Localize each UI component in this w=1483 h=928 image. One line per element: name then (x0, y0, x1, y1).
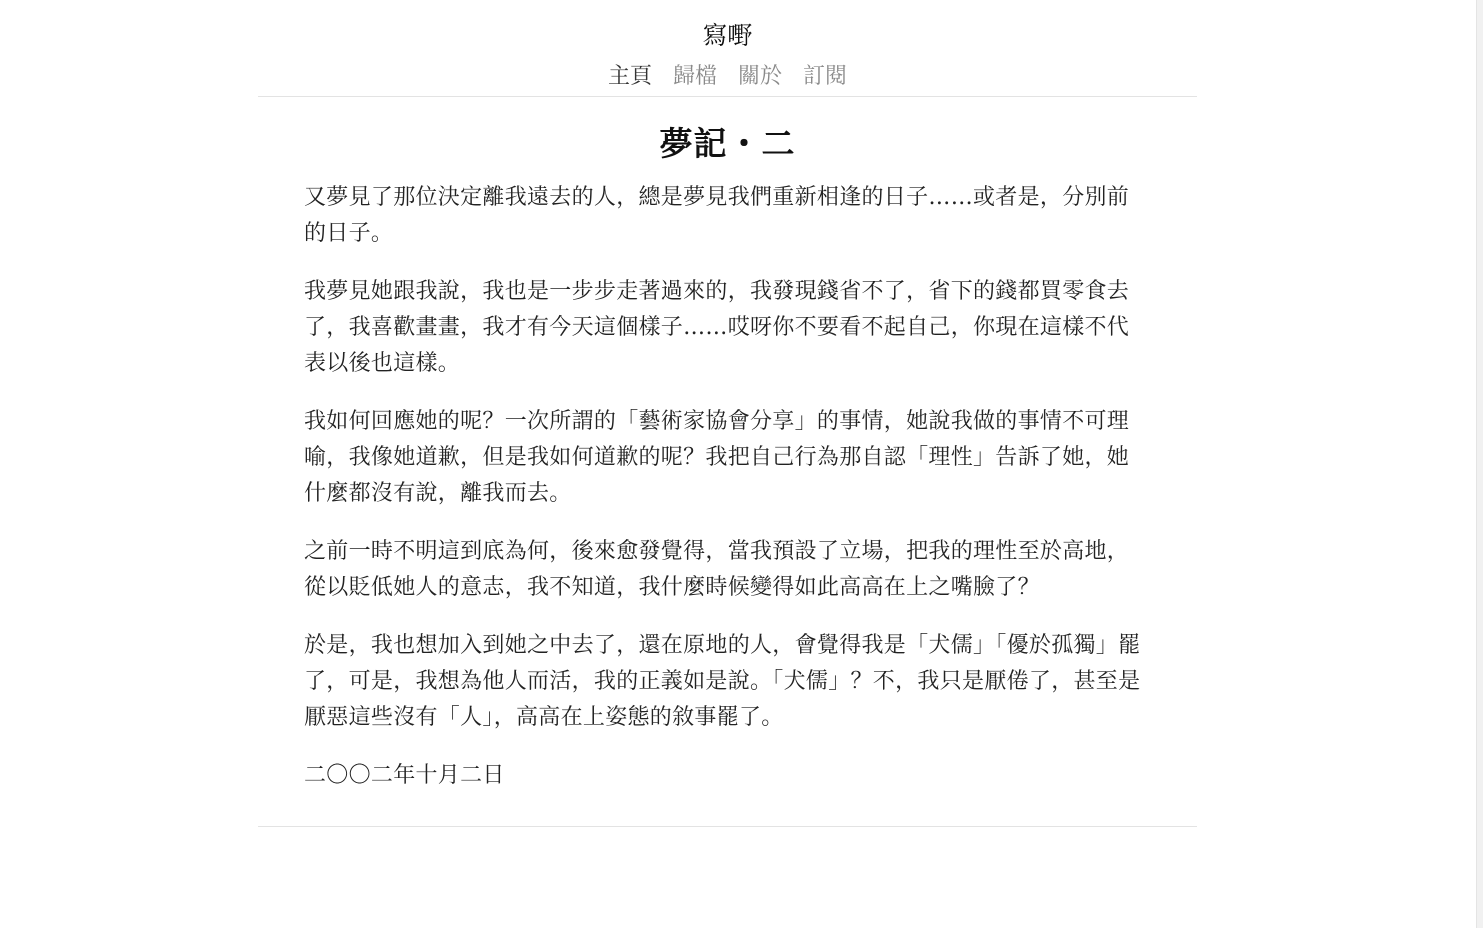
post-paragraph: 之前一時不明這到底為何，後來愈發覺得，當我預設了立場，把我的理性至於高地，從以貶低她人的意志，我不知道，我什麼時候變得如此高高在上之嘴臉了？ (304, 539, 1130, 600)
main-nav (258, 61, 1197, 93)
post-paragraph: 我如何回應她的呢？一次所謂的「藝術家協會分享」的事情，她說我做的事情不可理喻，我像她道歉，但是我如何道歉的呢？我把自己行為那自認「理性」告訴了她，她什麼都沒有說，離我而去。 (304, 409, 1130, 506)
nav-link-home[interactable]: 主頁 (607, 64, 652, 89)
nav-link-archive[interactable]: 歸檔 (672, 64, 717, 89)
post-date: 二〇〇二年十月二日 (304, 763, 505, 788)
nav-link-about[interactable]: 關於 (738, 64, 783, 89)
page-container (258, 0, 1197, 827)
post-paragraph: 又夢見了那位決定離我遠去的人，總是夢見我們重新相逢的日子……或者是，分別前的日子。 (304, 185, 1130, 246)
post-title: 夢記・二 (659, 124, 796, 163)
site-title-link[interactable]: 寫嘢 (702, 21, 753, 50)
post-article (258, 97, 1197, 826)
post-paragraph: 我夢見她跟我說，我也是一步步走著過來的，我發現錢省不了，省下的錢都買零食去了，我喜歡畫畫，我才有今天這個樣子……哎呀你不要看不起自己，你現在這樣不代表以後也這樣。 (304, 279, 1130, 376)
footer-divider (258, 826, 1197, 827)
vertical-scrollbar[interactable] (1476, 0, 1483, 928)
nav-link-subscribe[interactable]: 訂閱 (803, 64, 848, 89)
post-body (304, 180, 1151, 794)
site-header (258, 0, 1197, 96)
post-paragraph: 於是，我也想加入到她之中去了，還在原地的人，會覺得我是「犬儒」「優於孤獨」罷了，可是，我想為他人而活，我的正義如是說。「犬儒」？不，我只是厭倦了，甚至是厭惡這些沒有「人」，高高在上姿態的敘事罷了。 (304, 633, 1141, 730)
